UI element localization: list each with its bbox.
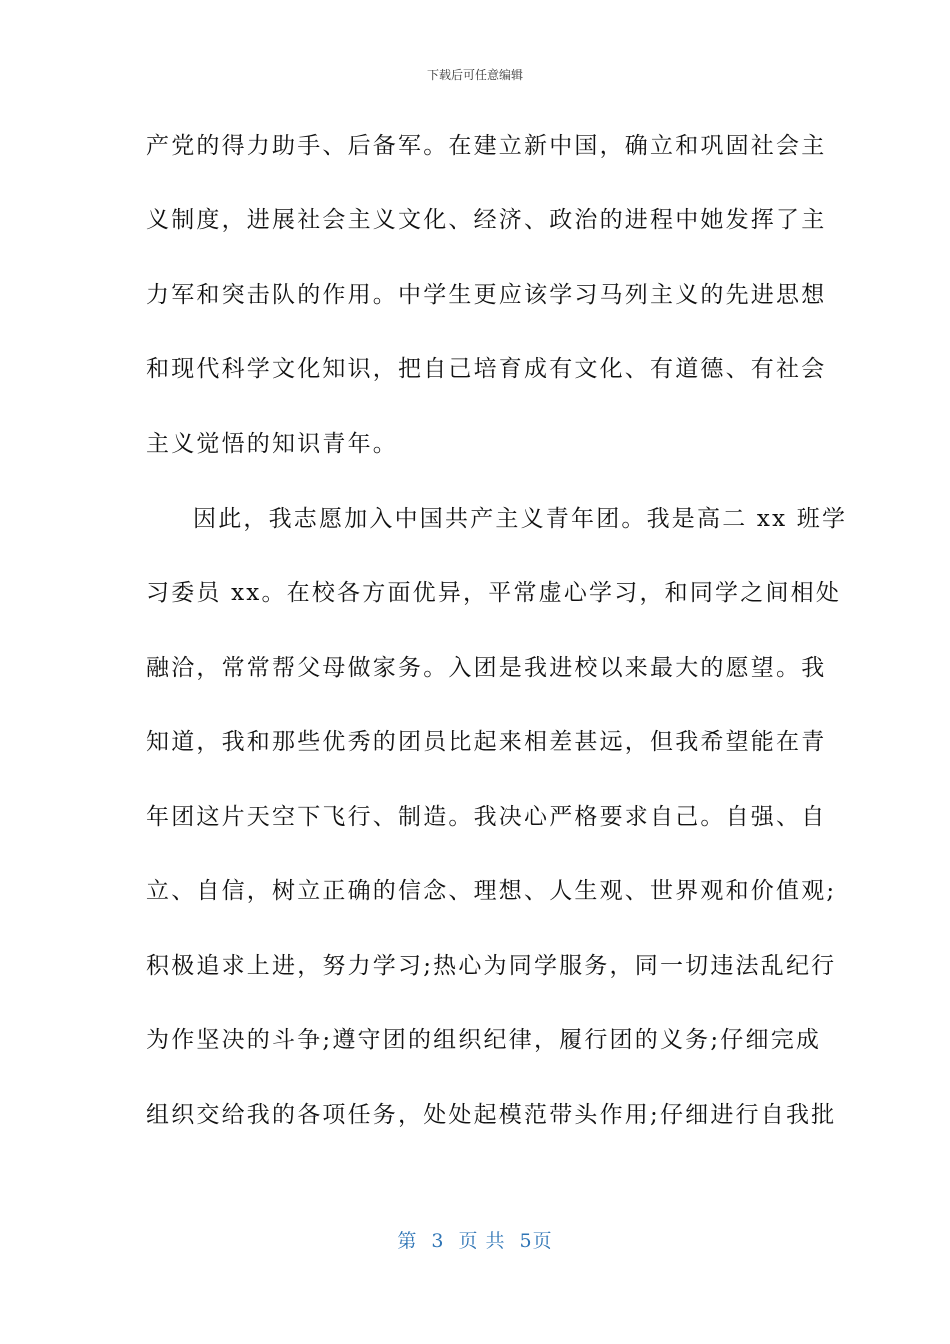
paragraph-2-line-6: 立、自信，树立正确的信念、理想、人生观、世界观和价值观; xyxy=(146,878,837,904)
page-header: 下载后可任意编辑 xyxy=(426,68,523,82)
paragraph-1-line-5: 主义觉悟的知识青年。 xyxy=(146,431,398,457)
paragraph-2-line-9: 组织交给我的各项任务，处处起模范带头作用;仔细进行自我批 xyxy=(146,1102,837,1128)
page-footer xyxy=(0,1226,950,1253)
paragraph-2-line-8: 为作坚决的斗争;遵守团的组织纪律，履行团的义务;仔细完成 xyxy=(146,1027,822,1053)
paragraph-1-line-3: 力军和突击队的作用。中学生更应该学习马列主义的先进思想 xyxy=(146,282,827,308)
footer-suffix: 页 xyxy=(532,1230,553,1252)
paragraph-1-line-2: 义制度，进展社会主义文化、经济、政治的进程中她发挥了主 xyxy=(146,207,827,233)
paragraph-2-line-7: 积极追求上进，努力学习;热心为同学服务，同一切违法乱纪行 xyxy=(146,953,837,979)
footer-page-number: 3 xyxy=(431,1230,445,1252)
footer-middle: 页 共 xyxy=(458,1230,506,1252)
paragraph-1-line-1: 产党的得力助手、后备军。在建立新中国，确立和巩固社会主 xyxy=(146,133,827,159)
paragraph-1-line-4: 和现代科学文化知识，把自己培育成有文化、有道德、有社会 xyxy=(146,356,827,382)
paragraph-2-line-4: 知道，我和那些优秀的团员比起来相差甚远，但我希望能在青 xyxy=(146,729,827,755)
paragraph-2-line-1: 因此，我志愿加入中国共产主义青年团。我是高二 xx 班学 xyxy=(193,506,848,532)
paragraph-2-line-5: 年团这片天空下飞行、制造。我决心严格要求自己。自强、自 xyxy=(146,804,827,830)
footer-prefix: 第 xyxy=(397,1230,418,1252)
paragraph-2-line-2: 习委员 xx。在校各方面优异，平常虚心学习，和同学之间相处 xyxy=(146,580,842,606)
footer-total-pages: 5 xyxy=(519,1230,533,1252)
paragraph-2-line-3: 融洽，常常帮父母做家务。入团是我进校以来最大的愿望。我 xyxy=(146,655,827,681)
